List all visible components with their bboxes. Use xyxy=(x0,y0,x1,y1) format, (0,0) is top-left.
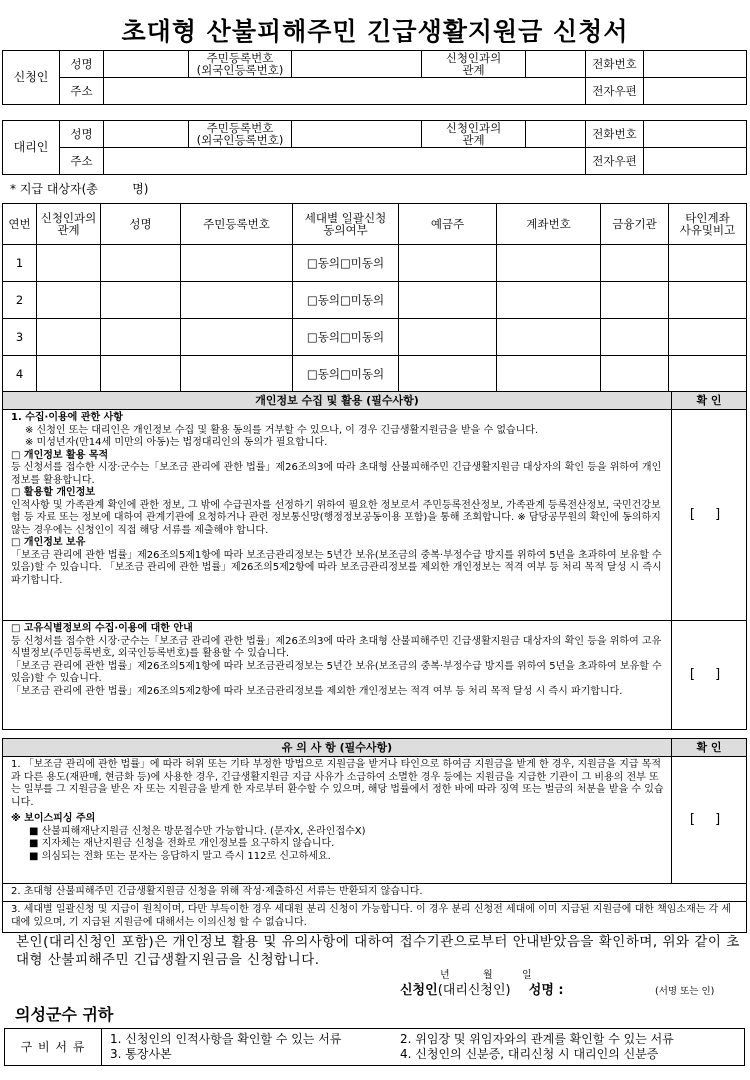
clause-text: 「보조금 관리에 관한 법률」제26조의5제2항에 따라 보조금관리정보를 제외한 개인정보는 적격 여부 등 처리 목적 달성 시 즉시 파기합니다. xyxy=(11,685,623,697)
clause-text: 「보조금 관리에 관한 법률」제26조의5제1항에 따라 보조금관리정보는 5년간 보유(보조금의 중복·부정수급 방지를 위하여 5년을 초과하여 보유할 수 있음)할 수 있습니다. 「보조금 관리에 관한 법률」제26조의5제2항에 따라 보조금관리정보를 제외한 개인정보는 적격 여부 등 처리 목적 달성 시 즉시 파기합니다. xyxy=(11,549,662,586)
row-number: 1 xyxy=(3,245,37,282)
agent-table xyxy=(2,120,747,175)
agent-name-field[interactable] xyxy=(104,121,189,148)
document-item: 2. 위임장 및 위임자와의 관계를 확인할 수 있는 서류 xyxy=(400,1032,674,1046)
privacy-confirm-header: 확 인 xyxy=(672,392,747,410)
unique-id-confirm-box[interactable]: [ ] xyxy=(672,621,747,730)
phishing-title: ※ 보이스피싱 주의 xyxy=(11,813,96,824)
document-item: 4. 신청인의 신분증, 대리신청 시 대리인의 신분증 xyxy=(400,1047,659,1061)
agent-rrn-field[interactable] xyxy=(292,121,422,148)
cell-relation[interactable] xyxy=(37,245,101,282)
sign-mark: (서명 또는 인) xyxy=(655,986,715,997)
cell-name[interactable] xyxy=(101,319,181,356)
cell-note[interactable] xyxy=(669,282,747,319)
header-col-seq: 연번 xyxy=(3,204,37,245)
notice-confirm-header: 확 인 xyxy=(672,739,747,757)
privacy-section xyxy=(2,391,747,730)
cell-holder[interactable] xyxy=(399,282,497,319)
cell-bank[interactable] xyxy=(601,282,669,319)
cell-rrn[interactable] xyxy=(181,245,293,282)
agent-relation-field[interactable] xyxy=(526,121,586,148)
cell-note[interactable] xyxy=(669,245,747,282)
applicant-rrn-label: 주민등록번호 (외국인등록번호) xyxy=(189,51,292,78)
signer-prefix: 신청인 xyxy=(400,983,438,998)
applicant-name-label: 성명 xyxy=(60,51,104,78)
clause-text: □ 개인정보 보유 xyxy=(11,537,86,548)
cell-holder[interactable] xyxy=(399,356,497,393)
cell-rrn[interactable] xyxy=(181,356,293,393)
phishing-item: ■ 의심되는 전화 또는 문자는 응답하지 말고 즉시 112로 신고하세요. xyxy=(29,850,331,862)
applicant-address-label: 주소 xyxy=(60,78,104,105)
applicant-name-field[interactable] xyxy=(104,51,189,78)
applicant-table xyxy=(2,50,747,105)
cell-name[interactable] xyxy=(101,245,181,282)
header-col-holder: 예금주 xyxy=(399,204,497,245)
clause-text: 1. 수집·이용에 관한 사항 xyxy=(11,412,123,423)
cell-bank[interactable] xyxy=(601,319,669,356)
cell-account[interactable] xyxy=(497,356,601,393)
agent-address-field[interactable] xyxy=(104,148,586,175)
consent-checkboxes[interactable]: □동의□미동의 xyxy=(293,245,399,282)
privacy-header: 개인정보 수집 및 활용 (필수사항) xyxy=(3,392,672,410)
privacy-body xyxy=(3,410,672,621)
agent-phone-label: 전화번호 xyxy=(586,121,644,148)
table-row xyxy=(3,245,747,282)
table-row xyxy=(3,282,747,319)
declaration-text: 본인(대리신청인 포함)은 개인정보 활용 및 유의사항에 대하여 접수기관으로부터 안내받았음을 확인하며, 위와 같이 초대형 산불피해주민 긴급생활지원금을 신청합니다. xyxy=(16,934,740,968)
applicant-address-field[interactable] xyxy=(104,78,586,105)
clause-text: ※ 미성년자(만14세 미만의 아동)는 법정대리인의 동의가 필요합니다. xyxy=(25,437,328,448)
cell-relation[interactable] xyxy=(37,282,101,319)
row-number: 2 xyxy=(3,282,37,319)
notice-item-2: 2. 초대형 산불피해주민 긴급생활지원금 신청을 위해 작성·제출하신 서류는 반환되지 않습니다. xyxy=(3,884,747,902)
notice-item-3: 3. 세대별 일괄신청 및 지급이 원칙이며, 다만 부득이한 경우 세대원 분리 신청이 가능합니다. 이 경우 분리 신청전 세대에 이미 지급된 지원금에 대한 책임소재는 각 세대에 있으며, 기 지급된 지원금에 대해서는 이의신청 할 수 없습니다. xyxy=(3,902,747,933)
applicant-relation-field[interactable] xyxy=(526,51,586,78)
cell-bank[interactable] xyxy=(601,245,669,282)
cell-bank[interactable] xyxy=(601,356,669,393)
signer-name-label: 성명 : xyxy=(528,983,564,998)
date-year: 년 xyxy=(440,970,450,981)
table-row xyxy=(3,319,747,356)
document-item: 3. 통장사본 xyxy=(110,1047,172,1061)
notice-header: 유 의 사 항 (필수사항) xyxy=(3,739,672,757)
required-documents xyxy=(4,1028,745,1066)
cell-holder[interactable] xyxy=(399,245,497,282)
phishing-item: ■ 산불피해재난지원금 신청은 방문접수만 가능합니다. (문자X, 온라인접수X) xyxy=(29,825,366,837)
applicant-email-label: 전자우편 xyxy=(586,78,644,105)
applicant-rrn-field[interactable] xyxy=(292,51,422,78)
cell-note[interactable] xyxy=(669,319,747,356)
clause-text: 인적사항 및 가족관계 확인에 관한 정보, 그 밖에 수급권자를 선정하기 위하여 필요한 정보로서 주민등록전산정보, 가족관계 등록전산정보, 국민건강보험 등 자료 또는 정보에 대하여 관계기관에 요청하거나 관련 정보통신망(행정정보공동이용 포함)을 통해 조회합니다. ※ 담당공무원의 확인에 동의하지 않는 경우에는 신청인이 직접 해당 서류를 제출해야 합니다. xyxy=(11,499,661,536)
applicant-phone-field[interactable] xyxy=(644,51,747,78)
consent-checkboxes[interactable]: □동의□미동의 xyxy=(293,282,399,319)
consent-checkboxes[interactable]: □동의□미동의 xyxy=(293,319,399,356)
cell-account[interactable] xyxy=(497,319,601,356)
phishing-item: ■ 지자체는 재난지원금 신청을 전화로 개인정보를 요구하지 않습니다. xyxy=(29,838,335,849)
notice-item-1: 1. 「보조금 관리에 관한 법률」에 따라 허위 또는 기타 부정한 방법으로 지원금을 받거나 타인으로 하여금 지원금을 받게 한 경우, 지원금을 지급 목적과 다른 용도(재판매, 현금화 등)에 사용한 경우, 긴급생활지원금 지급 사유가 소급하여 소멸한 경우 등에는 지원금을 지급한 기관이 그 비용의 전부 또는 일부를 그 지원금을 받은 자 또는 지원금을 받게 한 자로부터 환수할 수 있으며, 해당 법률에서 정한 바에 따라 징역 또는 벌금의 처분을 받을 수 있습니다. xyxy=(11,759,664,808)
agent-relation-label: 신청인과의 관계 xyxy=(422,121,526,148)
clause-text: □ 개인정보 활용 목적 xyxy=(11,449,109,461)
agent-name-label: 성명 xyxy=(60,121,104,148)
applicant-label: 신청인 xyxy=(3,51,60,105)
table-row xyxy=(3,356,747,393)
header-col-name: 성명 xyxy=(101,204,181,245)
cell-relation[interactable] xyxy=(37,319,101,356)
cell-note[interactable] xyxy=(669,356,747,393)
date-month: 월 xyxy=(483,970,493,981)
privacy-confirm-box[interactable]: [ ] xyxy=(672,410,747,621)
clause-text: 등 신청서를 접수한 시장·군수는「보조금 관리에 관한 법률」제26조의3에 따라 초대형 산불피해주민 긴급생활지원금 대상자의 확인 등을 위하여 고유식별정보(주민등록번호, 외국인등록번호)를 활용할 수 있습니다. xyxy=(11,635,662,659)
applicant-phone-label: 전화번호 xyxy=(586,51,644,78)
signer-line xyxy=(400,979,564,998)
clause-text: 등 신청서를 접수한 시장·군수는「보조금 관리에 관한 법률」제26조의3에 따라 초대형 산불피해주민 긴급생활지원금 대상자의 확인 등을 위하여 개인정보를 활용합니다. xyxy=(11,462,662,486)
header-col-relation: 신청인과의 관계 xyxy=(37,204,101,245)
cell-name[interactable] xyxy=(101,356,181,393)
clause-text: □ 활용할 개인정보 xyxy=(11,487,96,498)
cell-rrn[interactable] xyxy=(181,282,293,319)
cell-account[interactable] xyxy=(497,282,601,319)
notice-section xyxy=(2,738,747,933)
agent-address-label: 주소 xyxy=(60,148,104,175)
signer-paren: (대리신청인) xyxy=(437,983,511,998)
clause-text: 「보조금 관리에 관한 법률」제26조의5제1항에 따라 보조금관리정보는 5년간 보유(보조금의 중복·부정수급 방지를 위하여 5년을 초과하여 보유할 수 있음)할 수 있습니다. xyxy=(11,660,662,684)
header-col-note: 타인계좌 사유및비고 xyxy=(669,204,747,245)
cell-rrn[interactable] xyxy=(181,319,293,356)
recipients-table xyxy=(2,203,747,393)
notice-confirm-box[interactable]: [ ] xyxy=(672,757,747,884)
date-day: 일 xyxy=(522,970,532,981)
applicant-relation-label: 신청인과의 관계 xyxy=(422,51,526,78)
clause-text: ※ 신청인 또는 대리인은 개인정보 수집 및 활용 동의를 거부할 수 있으나, 이 경우 긴급생활지원금을 받을 수 없습니다. xyxy=(25,424,539,436)
cell-holder[interactable] xyxy=(399,319,497,356)
agent-phone-field[interactable] xyxy=(644,121,747,148)
header-col-rrn: 주민등록번호 xyxy=(181,204,293,245)
documents-label: 구 비 서 류 xyxy=(5,1029,102,1066)
header-col-batch-consent: 세대별 일괄신청 동의여부 xyxy=(293,204,399,245)
documents-list xyxy=(102,1029,745,1066)
form-title: 초대형 산불피해주민 긴급생활지원금 신청서 xyxy=(121,17,629,46)
agent-label: 대리인 xyxy=(3,121,60,175)
addressee: 의성군수 귀하 xyxy=(15,1005,114,1024)
document-item: 1. 신청인의 인적사항을 확인할 수 있는 서류 xyxy=(110,1032,342,1046)
notice-body xyxy=(3,757,672,884)
row-number: 3 xyxy=(3,319,37,356)
unique-id-body xyxy=(3,621,672,730)
cell-account[interactable] xyxy=(497,245,601,282)
recipients-caption: * 지급 대상자(총 명) xyxy=(10,182,149,196)
row-number: 4 xyxy=(3,356,37,393)
consent-checkboxes[interactable]: □동의□미동의 xyxy=(293,356,399,393)
agent-rrn-label: 주민등록번호 (외국인등록번호) xyxy=(189,121,292,148)
clause-text: □ 고유식별정보의 수집·이용에 대한 안내 xyxy=(11,623,193,634)
header-col-account: 계좌번호 xyxy=(497,204,601,245)
applicant-email-field[interactable] xyxy=(644,78,747,105)
agent-email-field[interactable] xyxy=(644,148,747,175)
cell-name[interactable] xyxy=(101,282,181,319)
agent-email-label: 전자우편 xyxy=(586,148,644,175)
cell-relation[interactable] xyxy=(37,356,101,393)
header-col-bank: 금융기관 xyxy=(601,204,669,245)
